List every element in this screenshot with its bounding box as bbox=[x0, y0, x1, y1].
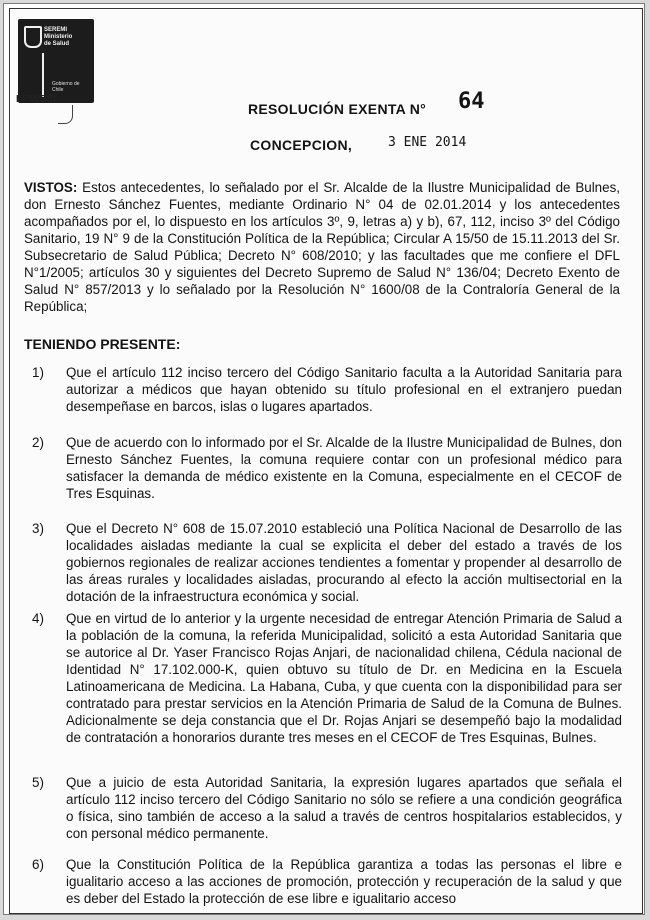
teniendo-presente-heading: TENIENDO PRESENTE: bbox=[24, 336, 181, 352]
vistos-label: VISTOS: bbox=[24, 180, 78, 195]
document-page bbox=[9, 8, 643, 914]
coat-of-arms-icon bbox=[24, 26, 42, 48]
item-text: Que en virtud de lo anterior y la urgente necesidad de entregar Atención Primaria de Salud a la población de la comuna, la referida Municipalidad, solicitó a esta Autoridad Sanitaria que se autorice al Dr. Yaser Francisco Rojas Anjari, de nacionalidad chilena, Cédula nacional de Identidad N° 17.102.000-K, quien obtuvo su título de Dr. en Medicina en la Escuela Latinoamericana de Medicina. La Habana, Cuba, y que cuenta con la disponibilidad para ser contratado para prestar servicios en la Atención Primaria de Salud de la Comuna de Bulnes. Adicionalmente se deja constancia que el Dr. Rojas Anjari se desempeñó bajo la modalidad de contratación a honorarios durante tres meses en el CECOF de Tres Esquinas, Bulnes. bbox=[66, 611, 622, 745]
item-text: Que la Constitución Política de la República garantiza a todas las personas el libre e igualitario acceso a las acciones de promoción, protección y recuperación de la salud y que es deber del Estado la protección de ese libre e igualitario acceso bbox=[66, 857, 622, 906]
item-number: 2) bbox=[32, 435, 44, 450]
logo-text: SEREMI Ministerio de Salud bbox=[44, 27, 73, 47]
item-text: Que el artículo 112 inciso tercero del Código Sanitario faculta a la Autoridad Sanitaria para autorizar a médicos que hayan obtenido su título profesional en el extranjero puedan desempeñase en barcos, islas o lugares apartados. bbox=[66, 365, 622, 414]
item-number: 1) bbox=[32, 365, 44, 380]
item-text: Que el Decreto N° 608 de 15.07.2010 estableció una Política Nacional de Desarrollo de las localidades aisladas mediante la cual se explicita el deber del estado a través de los gobiernos regionales de realizar acciones tendientes a fomentar y propender al desarrollo de las áreas rurales y localidades aisladas, procurando al efecto la acción multisectorial en la dotación de la infraestructura económica y social. bbox=[66, 521, 622, 604]
seremi-logo bbox=[18, 19, 94, 103]
resolution-number: 64 bbox=[458, 89, 485, 114]
resolution-date-stamp: 3 ENE 2014 bbox=[388, 135, 467, 150]
item-text: Que a juicio de esta Autoridad Sanitaria, la expresión lugares apartados que señala el artículo 112 inciso tercero del Código Sanitario no sólo se refiere a una condición geográfica o física, sino también de acceso a la salud a través de centros hospitalarios establecidos, y con personal médico permanente. bbox=[66, 775, 622, 841]
item-number: 6) bbox=[32, 857, 44, 872]
item-number: 4) bbox=[32, 611, 44, 626]
resolution-title: RESOLUCIÓN EXENTA N° bbox=[248, 101, 427, 117]
pen-mark-icon bbox=[58, 105, 73, 124]
vistos-paragraph bbox=[24, 179, 620, 315]
item-text: Que de acuerdo con lo informado por el Sr. Alcalde de la Ilustre Municipalidad de Bulnes, don Ernesto Sánchez Fuentes, la comuna requiere contar con un profesional médico para satisfacer la demanda de médico existente en la Comuna, especialmente en el CECOF de Tres Esquinas. bbox=[66, 435, 622, 501]
logo-bar bbox=[42, 53, 44, 97]
logo-subtext: Gobierno de Chile bbox=[52, 81, 80, 93]
item-number: 5) bbox=[32, 775, 44, 790]
resolution-city: CONCEPCION, bbox=[250, 137, 353, 153]
item-number: 3) bbox=[32, 521, 44, 536]
vistos-text: Estos antecedentes, lo señalado por el Sr. Alcalde de la Ilustre Municipalidad de Bulnes, don Ernesto Sánchez Fuentes, mediante Ordinario N° 04 de 02.01.2014 y los antecedentes acompañados por el, lo dispuesto en los artículos 3º, 9, letras a) y b), 67, 112, inciso 3º del Código Sanitario, 19 N° 9 de la Constitución Política de la República; Circular A 15/50 de 15.11.2013 del Sr. Subsecretario de Salud Pública; Decreto N° 608/2010; y las facultades que me confiere el DFL N°1/2005; artículos 30 y siguientes del Decreto Supremo de Salud N° 136/04; Decreto Exento de Salud N° 857/2013 y lo señalado por la Resolución N° 1600/08 de la Contraloría General de la República; bbox=[24, 180, 620, 314]
author-initials: FPM/SSI bbox=[16, 94, 57, 105]
